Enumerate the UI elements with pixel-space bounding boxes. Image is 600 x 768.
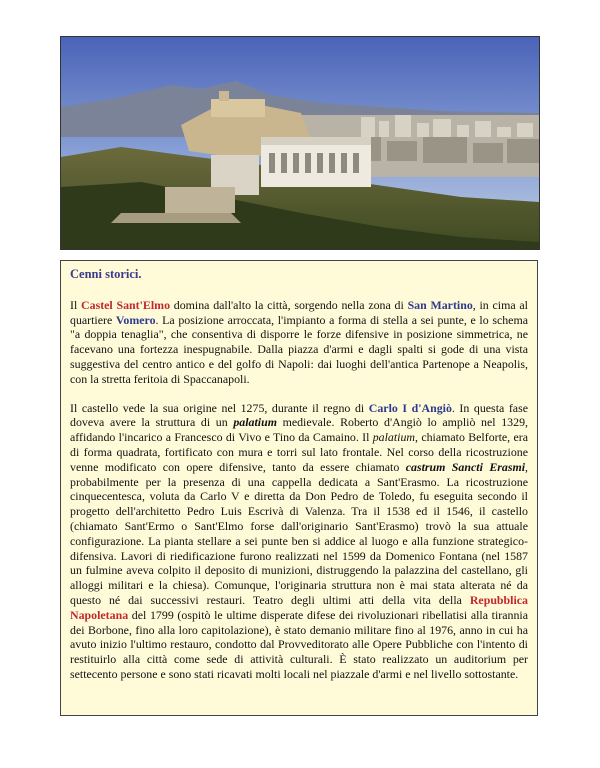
text-run: medievale. Roberto d'Angiò lo ampliò nel 1329, affidando l'incarico a Francesco di Vivo e Tino da Camaino. Il [70, 415, 528, 445]
text-run: . In questa fase doveva avere la struttura di un [70, 400, 528, 430]
text-run: domina dall'alto la città, sorgendo nella zona di [170, 297, 408, 312]
paragraph-1 [70, 298, 528, 387]
paragraph-2 [70, 401, 528, 682]
castle-illustration [61, 37, 539, 249]
text-run: Il [70, 297, 82, 312]
text-run: , in cima al quartiere [70, 297, 528, 327]
history-textbox [60, 260, 538, 716]
link-castel-santelmo: Castel Sant'Elmo [81, 297, 171, 312]
palatium-term: palatium [233, 415, 277, 430]
text-run: . La posizione arroccata, l'impianto a forma di stella a sei punte, e lo schema "a doppia tenaglia", che consentiva di disporre le forze difensive in posizione simmetrica, ne facevano una fortezza inespugnabile. Dalla piazza d'armi e dagli spalti si gode di una vista suggestiva del centro antico e del golfo di Napoli: dai luoghi dell'antica Partenope a Neapolis, con la stretta feritoia di Spaccanapoli. [70, 312, 528, 386]
link-repubblica-napoletana: Repubblica Napoletana [70, 592, 528, 622]
text-run: , probabilmente per la presenza di una cappella dedicata a Sant'Erasmo. La ricostruzione cinquecentesca, voluta da Carlo V e diretta da Don Pedro de Toledo, fu eseguita secondo il progetto dell'architetto Pedro Luis Escrivà di Valenza. Tra il 1538 ed il 1546, il castello (chiamato Sant'Ermo o Sant'Elmo forse dall'originario Sant'Erasmo) trovò la sua attuale configurazione. La pianta stellare a sei punte ben si addice al luogo e alla funzione strategico-difensiva. Lavori di riedificazione furono realizzati nel 1599 da Domenico Fontana (nel 1587 un fulmine aveva colpito il deposito di munizioni, distruggendo la palazzina del castellano, gli alloggi militari e la chiesa). Comunque, l'originaria struttura non è mai stata alterata né da questo né dai successivi restauri. Teatro degli ultimi atti della vita della [70, 459, 528, 607]
text-run: , chiamato Belforte, era di forma quadrata, fortificato con mura e torri sul lato frontale. Nel corso della ricostruzione venne modificato con opere difensive, tanto da essere chiamato [70, 430, 528, 474]
link-carlo-i: Carlo I d'Angiò [368, 400, 452, 415]
palatium-term: palatium [372, 430, 416, 445]
castle-photo [60, 36, 540, 250]
castrum-term: castrum Sancti Erasmi [405, 459, 526, 474]
castle-keep [211, 99, 265, 117]
link-vomero: Vomero [115, 312, 156, 327]
section-heading: Cenni storici. [70, 267, 142, 281]
text-run: del 1799 (ospitò le ultime disperate difese dei rivoluzionari ribellatisi alla tirannia dei Borbone, fino alla loro capitolazione), è stato demanio militare fino al 1976, anno in cui ha avuto inizio l'ultimo restauro, condotto dal Provveditorato alle Opere Pubbliche con l'intento di restituirlo alla città come sede di attività culturali. È stato realizzato un auditorium per settecento persone e sono stati ricavati molti locali nel piazzale d'armi e nel livello sottostante. [70, 607, 528, 681]
link-san-martino: San Martino [407, 297, 473, 312]
text-run: Il castello vede la sua origine nel 1275, durante il regno di [70, 400, 369, 415]
